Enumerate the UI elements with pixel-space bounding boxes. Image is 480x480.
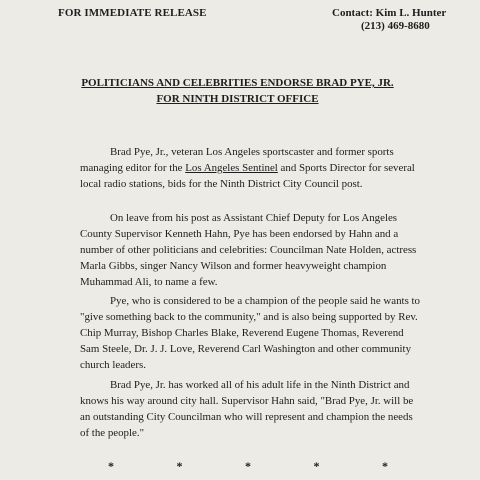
paragraph-4: Brad Pye, Jr. has worked all of his adult life in the Ninth District and knows his way around city hall. Supervisor Hahn said, "Brad Pye, Jr. will be an outstanding City Councilman who will represent and champion the needs of the people." <box>80 379 414 439</box>
end-mark: * <box>108 459 114 473</box>
newspaper-name: Los Angeles Sentinel <box>185 162 278 174</box>
headline-line-1: POLITICIANS AND CELEBRITIES ENDORSE BRAD PYE, JR. <box>81 77 394 89</box>
contact-phone: (213) 469-8680 <box>361 20 430 32</box>
paragraph-1 <box>80 144 420 192</box>
contact-name: Contact: Kim L. Hunter <box>332 7 447 19</box>
end-mark: * <box>382 459 388 473</box>
paragraph-1-start: Brad Pye, Jr., veteran Los Angeles sportscaster and former sports managing editor for the <box>80 146 394 174</box>
headline <box>60 75 415 107</box>
release-label: FOR IMMEDIATE RELEASE <box>58 7 207 19</box>
paragraph-3: Pye, who is considered to be a champion of the people said he wants to "give something back to the community," and is also being supported by Rev. Chip Murray, Bishop Charles Blake, Reverend Eugene Thomas, Reverend Sam Steele, Dr. J. J. Love, Reverend Carl Washington and other community church leaders. <box>80 295 421 371</box>
end-mark: * <box>245 459 251 473</box>
end-mark: * <box>176 459 183 473</box>
contact-block <box>332 7 446 33</box>
end-marks <box>108 459 388 474</box>
headline-line-2: FOR NINTH DISTRICT OFFICE <box>156 93 319 105</box>
paragraph-1-end: and Sports Director for several local radio stations, bids for the Ninth District City Council post. <box>80 162 415 190</box>
end-mark: * <box>313 459 320 473</box>
paragraph-2: On leave from his post as Assistant Chief Deputy for Los Angeles County Supervisor Kenneth Hahn, Pye has been endorsed by Hahn and a number of other politicians and celebrities: Councilman Nate Holden, actress Marla Gibbs, singer Nancy Wilson and former heavyweight champion Muhammad Ali, to name a few. <box>80 212 417 288</box>
